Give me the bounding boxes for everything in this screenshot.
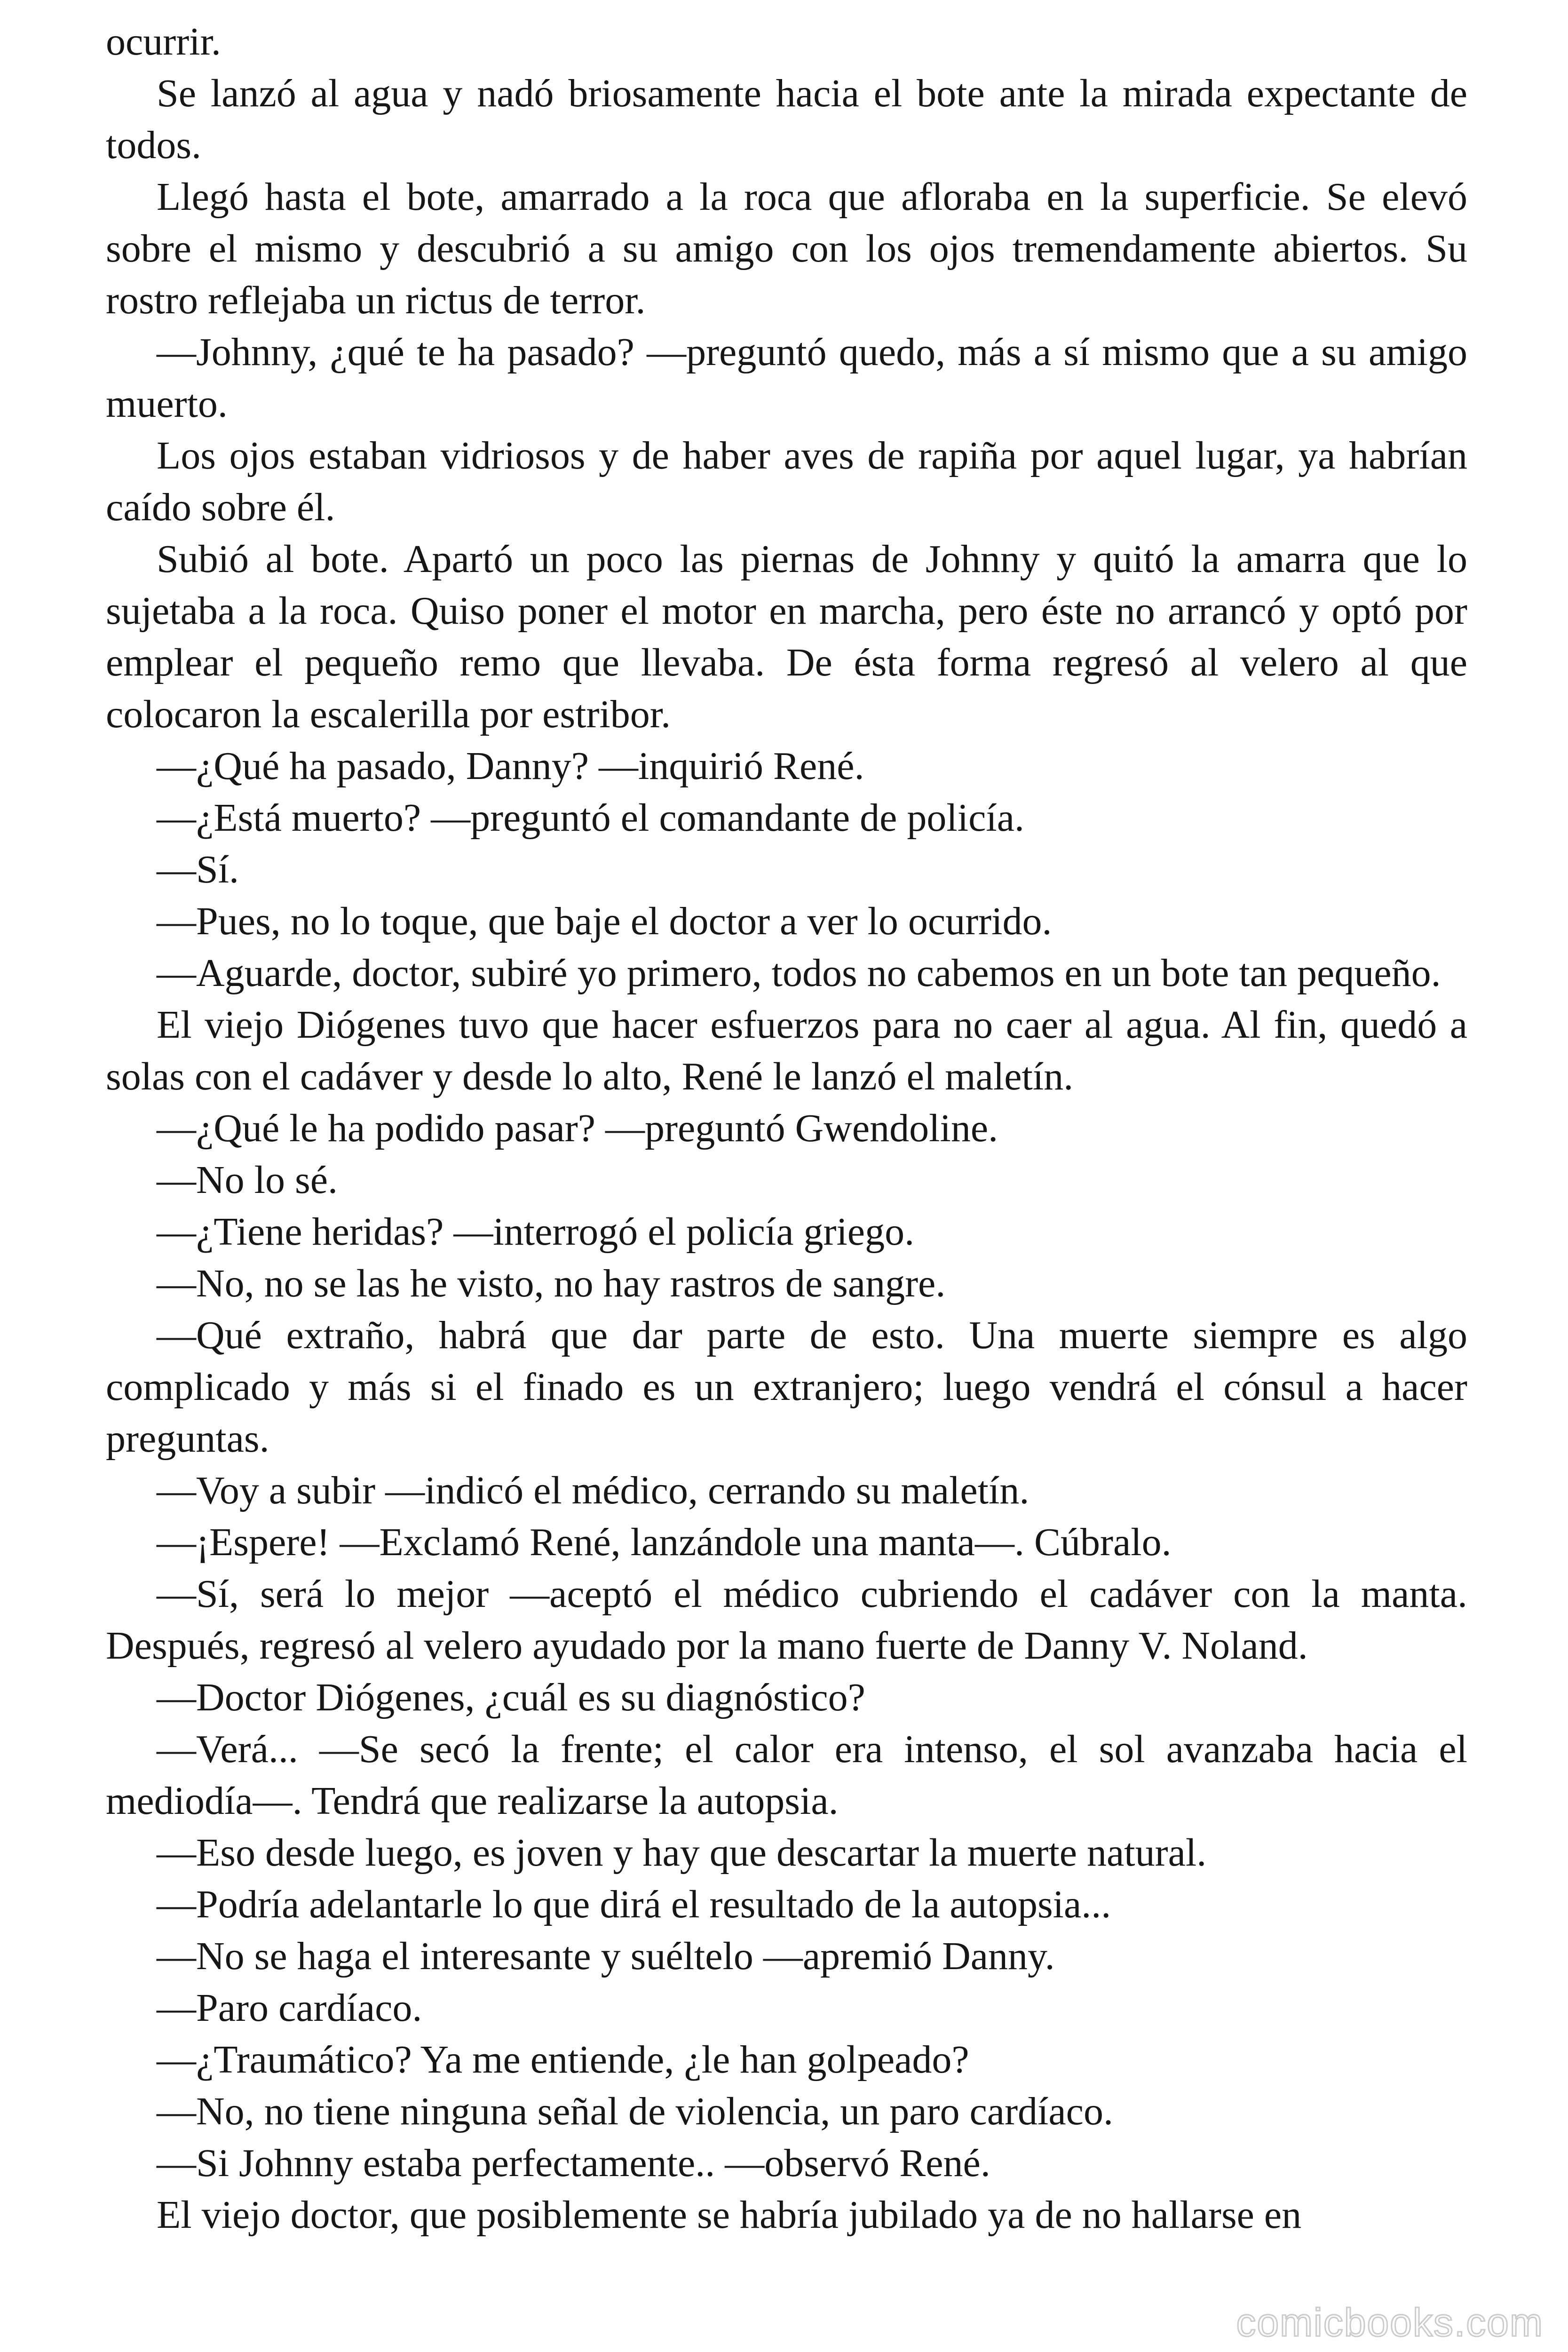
paragraph: —¿Qué le ha podido pasar? —preguntó Gwendoline. [157,1106,998,1150]
paragraph: —Si Johnny estaba perfectamente.. —observó René. [157,2141,990,2185]
paragraph: —¿Traumático? Ya me entiende, ¿le han golpeado? [157,2038,969,2082]
paragraph: Se lanzó al agua y nadó briosamente hacia el bote ante la mirada expectante de todos. [106,72,1467,167]
paragraph: —Sí, será lo mejor —aceptó el médico cubriendo el cadáver con la manta. Después, regresó al velero ayudado por la mano fuerte de Danny V. Noland. [106,1572,1467,1668]
paragraph: —Verá... —Se secó la frente; el calor era intenso, el sol avanzaba hacia el mediodía—. Tendrá que realizarse la autopsia. [106,1727,1467,1823]
paragraph: —Voy a subir —indicó el médico, cerrando su maletín. [157,1469,1029,1512]
paragraph: —Paro cardíaco. [157,1986,422,2030]
paragraph: —¿Tiene heridas? —interrogó el policía griego. [157,1210,915,1254]
paragraph: —No, no se las he visto, no hay rastros de sangre. [157,1262,946,1305]
paragraph: —¡Espere! —Exclamó René, lanzándole una manta—. Cúbralo. [157,1520,1172,1564]
paragraph: —No lo sé. [157,1158,338,1202]
body-text [106,16,1467,2241]
watermark: comicbooks.com [1236,2300,1544,2344]
paragraph: —Aguarde, doctor, subiré yo primero, todos no cabemos en un bote tan pequeño. [157,951,1441,995]
paragraph: —Podría adelantarle lo que dirá el resultado de la autopsia... [157,1883,1111,1926]
paragraph: —Qué extraño, habrá que dar parte de esto. Una muerte siempre es algo complicado y más si el finado es un extranjero; luego vendrá el cónsul a hacer preguntas. [106,1313,1467,1461]
paragraph: El viejo doctor, que posiblemente se habría jubilado ya de no hallarse en [157,2193,1302,2237]
paragraph: —Sí. [157,848,239,891]
paragraph: Subió al bote. Apartó un poco las piernas de Johnny y quitó la amarra que lo sujetaba a la roca. Quiso poner el motor en marcha, pero éste no arrancó y optó por emplear el pequeño remo que llevaba. De ésta forma regresó al velero al que colocaron la escalerilla por estribor. [106,537,1467,736]
paragraph: Llegó hasta el bote, amarrado a la roca que afloraba en la superficie. Se elevó sobre el mismo y descubrió a su amigo con los ojos tremendamente abiertos. Su rostro reflejaba un rictus de terror. [106,175,1467,322]
paragraph: ocurrir. [106,20,221,64]
paragraph: —Eso desde luego, es joven y hay que descartar la muerte natural. [157,1831,1207,1875]
paragraph: —Doctor Diógenes, ¿cuál es su diagnóstico? [157,1676,865,1719]
paragraph: —Johnny, ¿qué te ha pasado? —preguntó quedo, más a sí mismo que a su amigo muerto. [106,330,1467,426]
paragraph: —No, no tiene ninguna señal de violencia, un paro cardíaco. [157,2090,1113,2133]
paragraph: —No se haga el interesante y suéltelo —apremió Danny. [157,1934,1055,1978]
paragraph: El viejo Diógenes tuvo que hacer esfuerzos para no caer al agua. Al fin, quedó a solas con el cadáver y desde lo alto, René le lanzó el maletín. [106,1003,1467,1098]
paragraph: —Pues, no lo toque, que baje el doctor a ver lo ocurrido. [157,899,1052,943]
paragraph: —¿Qué ha pasado, Danny? —inquirió René. [157,744,864,788]
paragraph: Los ojos estaban vidriosos y de haber aves de rapiña por aquel lugar, ya habrían caído sobre él. [106,434,1467,529]
paragraph: —¿Está muerto? —preguntó el comandante de policía. [157,796,1025,840]
